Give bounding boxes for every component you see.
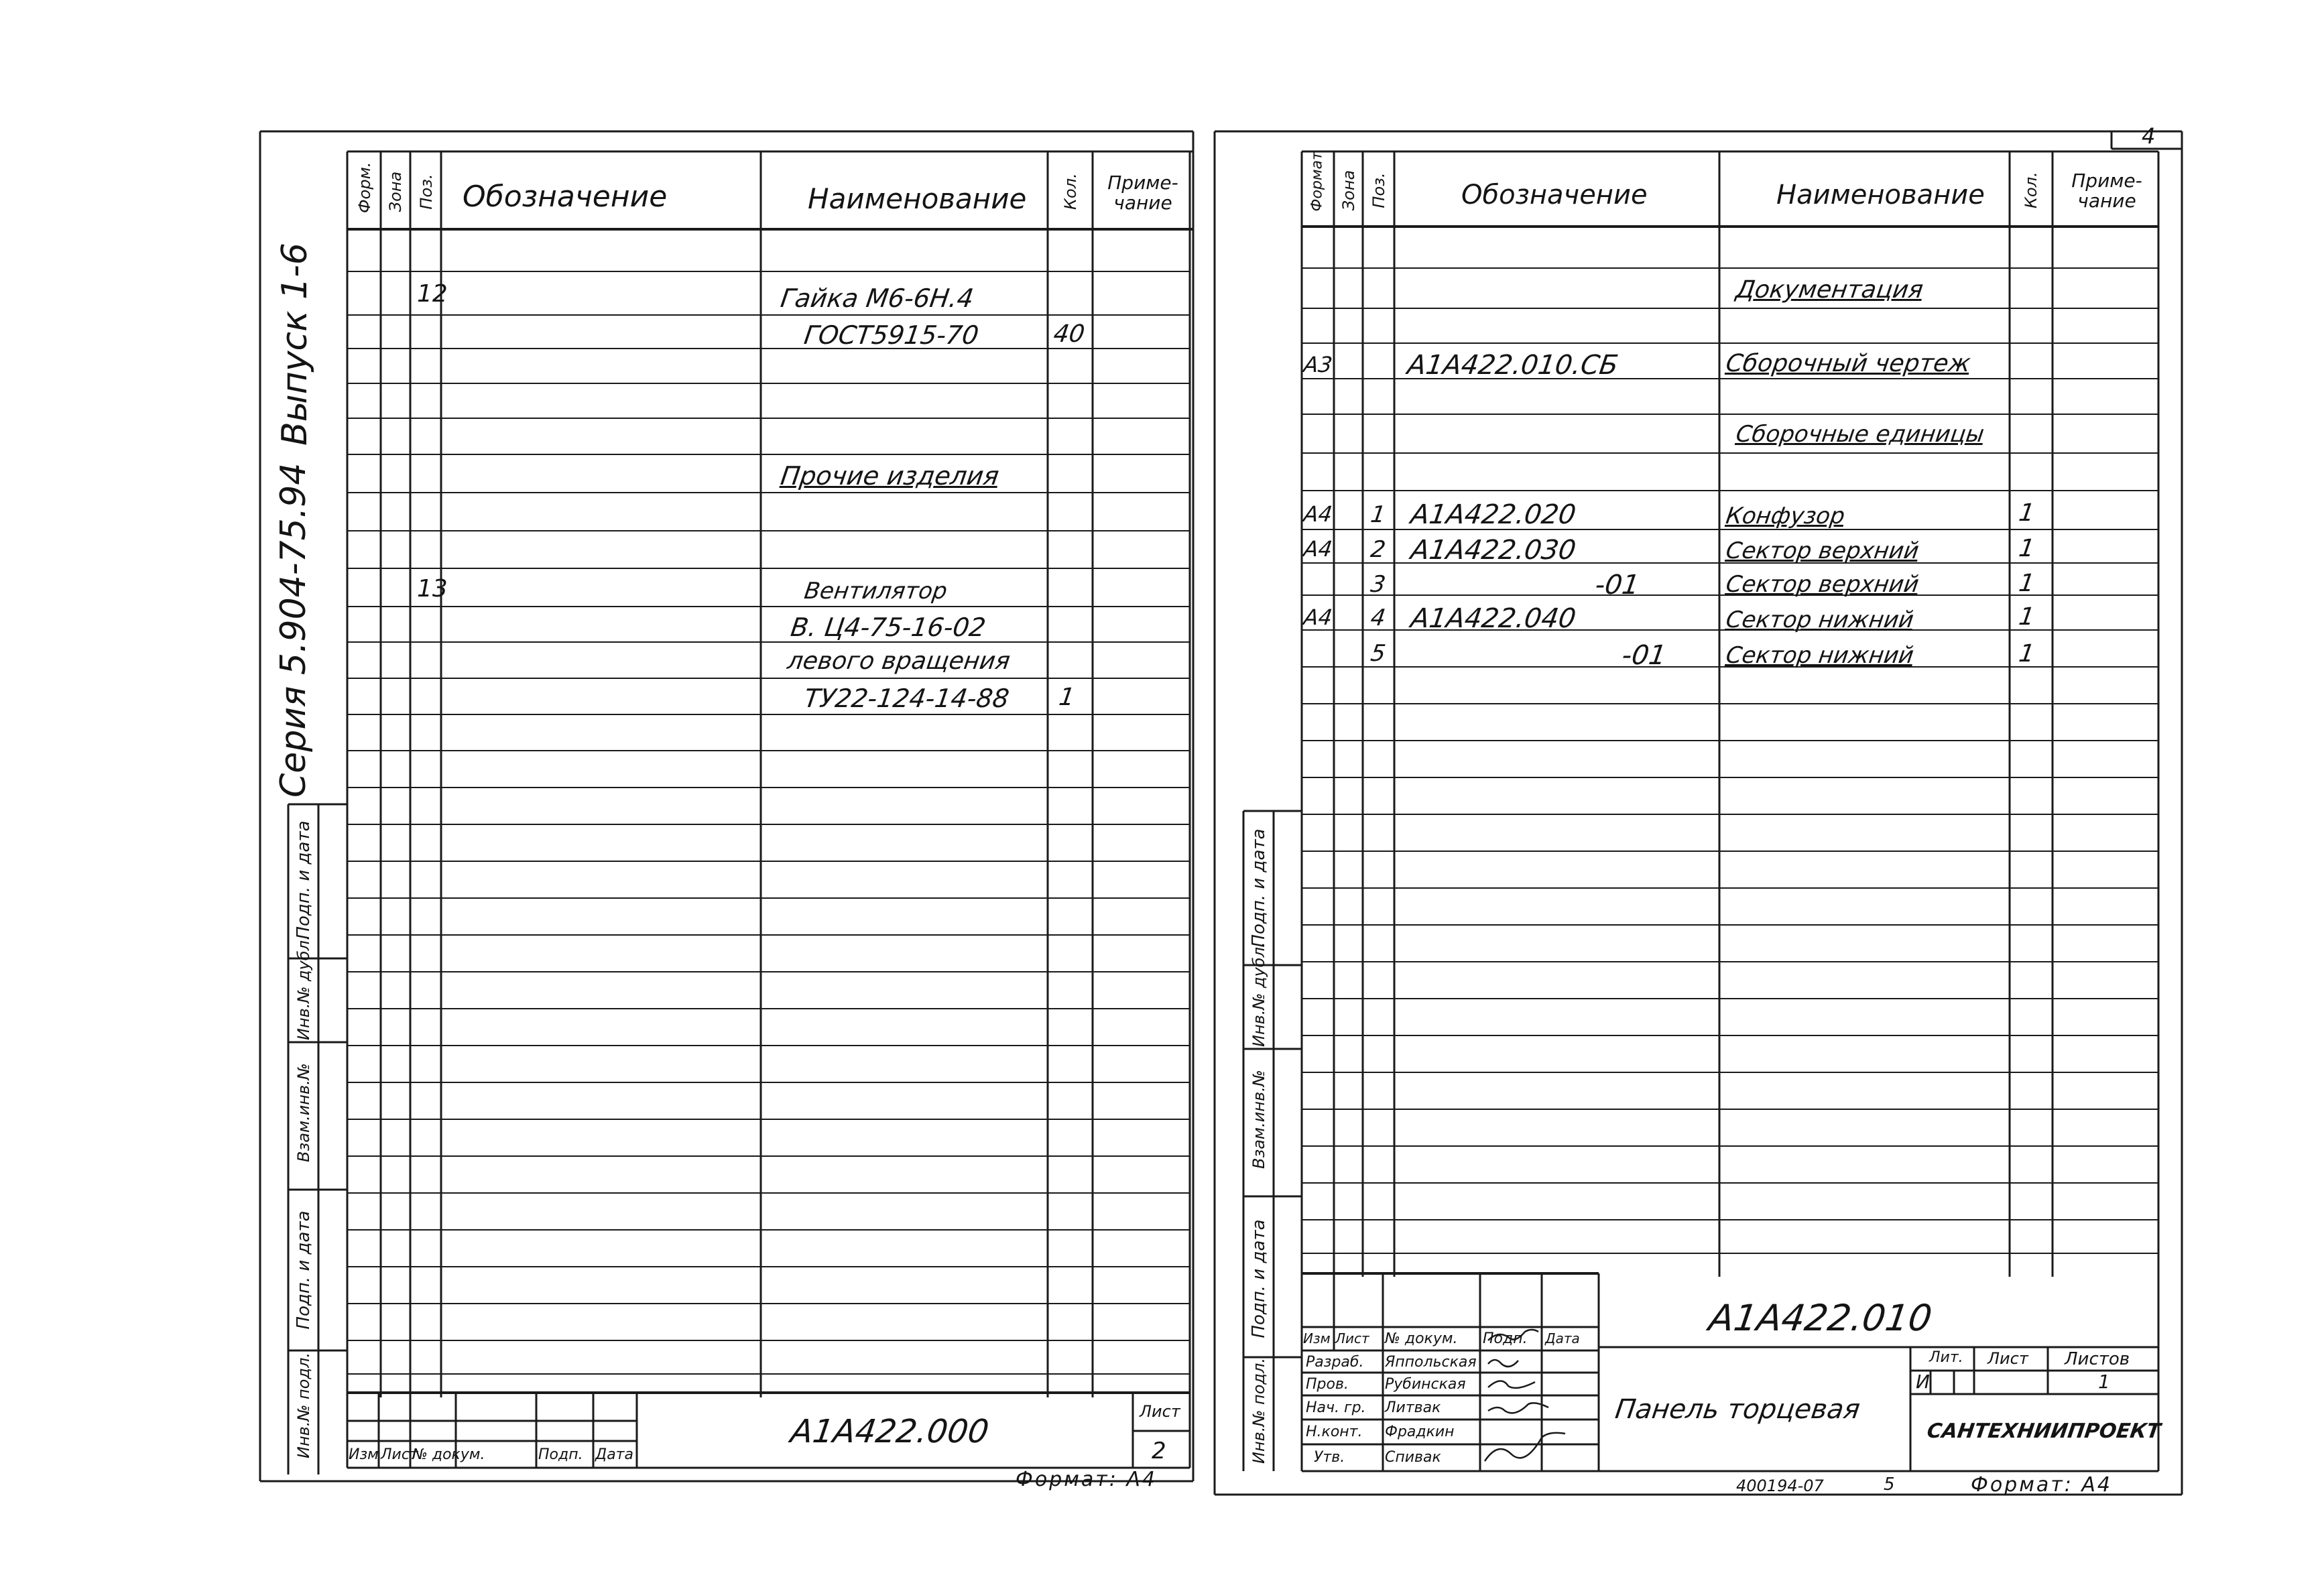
left-tb-sheet-label: Лист <box>1140 1402 1180 1421</box>
right-row-3-format: А4 <box>1302 501 1334 527</box>
left-header-note: Приме-чание <box>1107 172 1178 214</box>
right-header-qty: Кол. <box>2022 172 2040 208</box>
left-row-4-name: В. Ц4-75-16-02 <box>788 613 988 642</box>
right-tb-doc-code: А1А422.010 <box>1706 1297 1935 1339</box>
right-row-4-qty: 1 <box>2017 535 2036 562</box>
left-tb-col-change: Изм <box>349 1446 379 1463</box>
right-row-7-designation: -01 <box>1619 640 1668 671</box>
right-corner-num: 4 <box>2142 123 2156 149</box>
right-format: Формат: А4 <box>1971 1473 2112 1497</box>
left-row-1-name: Гайка М6-6Н.4 <box>778 284 976 313</box>
left-stamp-inv-dupl: Инв.№ дубл. <box>294 935 313 1040</box>
right-tb-person-1: Яппольская <box>1385 1354 1477 1371</box>
right-stamp-inv-orig: Инв.№ подл. <box>1249 1358 1268 1464</box>
right-tb-col-docnum: № докум. <box>1385 1330 1458 1347</box>
right-row-4-designation: А1А422.030 <box>1408 535 1578 566</box>
left-header-name: Наименование <box>808 182 1027 215</box>
right-row-3-designation: А1А422.020 <box>1408 499 1578 530</box>
right-stamp-sign-date-1: Подп. и дата <box>1249 828 1269 948</box>
right-stamp-inv-dupl: Инв.№ дубл. <box>1249 942 1268 1047</box>
right-row-1-designation: А1А422.010.СБ <box>1405 350 1620 381</box>
left-tb-sheet-num: 2 <box>1152 1438 1166 1464</box>
right-page-number: 5 <box>1884 1474 1895 1495</box>
right-tb-role-4: Н.конт. <box>1306 1424 1363 1440</box>
right-row-3-pos: 1 <box>1369 501 1388 528</box>
right-tb-role-3: Нач. гр. <box>1306 1399 1366 1416</box>
left-row-3-name: Вентилятор <box>802 578 949 605</box>
left-tb-col-docnum: № докум. <box>412 1446 485 1463</box>
right-row-7-qty: 1 <box>2017 640 2036 668</box>
right-tb-person-4: Фрадкин <box>1385 1424 1455 1440</box>
right-row-6-qty: 1 <box>2017 603 2036 631</box>
right-row-4-format: А4 <box>1302 536 1334 562</box>
left-row-3-pos: 13 <box>417 575 448 603</box>
right-header-name: Наименование <box>1776 180 1985 210</box>
right-row-4-pos: 2 <box>1369 536 1388 563</box>
right-row-6-name: Сектор нижний <box>1724 607 1916 633</box>
right-tb-lit-label: Лит. <box>1929 1349 1963 1366</box>
right-row-5-designation: -01 <box>1593 570 1642 601</box>
left-row-1-pos: 12 <box>417 280 448 308</box>
right-tb-role-1: Разраб. <box>1306 1354 1364 1371</box>
left-header-format: Форм. <box>355 162 374 213</box>
right-row-7-pos: 5 <box>1369 640 1388 667</box>
right-tb-col-sheet: Лист <box>1335 1330 1369 1346</box>
left-header-qty: Кол. <box>1061 173 1080 210</box>
right-header-format: Формат <box>1308 151 1326 212</box>
left-header-designation: Обозначение <box>463 180 668 214</box>
right-header-designation: Обозначение <box>1461 180 1648 210</box>
right-row-6-designation: А1А422.040 <box>1408 603 1578 634</box>
right-stamp-sign-date-2: Подп. и дата <box>1249 1219 1269 1338</box>
left-stamp-sign-date-2: Подп. и дата <box>294 1210 314 1330</box>
right-tb-col-change: Изм <box>1303 1330 1331 1346</box>
right-tb-person-5: Спивак <box>1385 1449 1441 1466</box>
right-tb-person-3: Литвак <box>1385 1399 1441 1416</box>
left-stamp-sign-date-1: Подп. и дата <box>294 820 314 940</box>
left-row-6-qty: 1 <box>1057 684 1077 711</box>
right-row-3-qty: 1 <box>2017 499 2036 527</box>
right-header-zone: Зона <box>1339 170 1358 211</box>
right-row-5-name: Сектор верхний <box>1724 571 1921 598</box>
right-tb-role-5: Утв. <box>1314 1449 1345 1466</box>
right-row-5-pos: 3 <box>1369 571 1388 598</box>
right-tb-col-sign: Подп. <box>1483 1330 1528 1347</box>
left-row-2-qty: 40 <box>1052 320 1087 348</box>
right-tb-sheet-label: Лист <box>1987 1349 2028 1368</box>
right-row-1-name: Сборочный чертеж <box>1724 350 1973 377</box>
left-header-pos: Поз. <box>417 174 436 210</box>
left-tb-col-date: Дата <box>595 1446 633 1463</box>
right-tb-org: САНТЕХНИИПРОЕКТ <box>1925 1420 2162 1443</box>
left-row-2-name: ГОСТ5915-70 <box>802 320 981 350</box>
right-tb-lit-value: И <box>1916 1371 1930 1393</box>
left-tb-col-sheet: Лист <box>381 1446 418 1463</box>
left-stamp-replace-inv: Взам.инв.№ <box>294 1063 313 1162</box>
right-tb-person-2: Рубинская <box>1385 1376 1466 1393</box>
right-tb-sheets-label: Листов <box>2065 1349 2130 1369</box>
right-row-5-qty: 1 <box>2017 570 2036 597</box>
right-tb-sheets-value: 1 <box>2098 1371 2110 1393</box>
right-header-note: Приме-чание <box>2071 170 2142 212</box>
left-section-other: Прочие изделия <box>778 461 1001 491</box>
left-row-5-name: левого вращения <box>786 647 1012 675</box>
right-archive-number: 400194-07 <box>1736 1476 1824 1495</box>
left-tb-col-sign: Подп. <box>538 1446 583 1463</box>
right-section-docs: Документация <box>1734 276 1925 304</box>
right-section-assemblies: Сборочные единицы <box>1734 421 1986 448</box>
left-header-zone: Зона <box>386 171 405 212</box>
right-stamp-replace-inv: Взам.инв.№ <box>1249 1070 1268 1169</box>
right-row-6-pos: 4 <box>1369 605 1388 631</box>
right-row-4-name: Сектор верхний <box>1724 538 1921 564</box>
right-tb-title: Панель торцевая <box>1613 1394 1862 1425</box>
right-header-pos: Поз. <box>1369 172 1388 208</box>
right-row-3-name: Конфузор <box>1724 503 1847 529</box>
left-row-6-name: ТУ22-124-14-88 <box>802 684 1012 713</box>
right-tb-role-2: Пров. <box>1306 1376 1349 1393</box>
left-tb-doc-code: А1А422.000 <box>788 1413 991 1450</box>
right-row-1-format: А3 <box>1302 352 1334 377</box>
left-issue-label: Выпуск 1-6 <box>275 243 315 446</box>
left-stamp-inv-orig: Инв.№ подл. <box>294 1352 313 1458</box>
left-series-label: Серия 5.904-75.94 <box>273 462 314 798</box>
right-row-7-name: Сектор нижний <box>1724 642 1916 669</box>
right-tb-col-date: Дата <box>1545 1330 1580 1346</box>
left-format: Формат: А4 <box>1016 1468 1157 1491</box>
right-row-6-format: А4 <box>1302 605 1334 630</box>
